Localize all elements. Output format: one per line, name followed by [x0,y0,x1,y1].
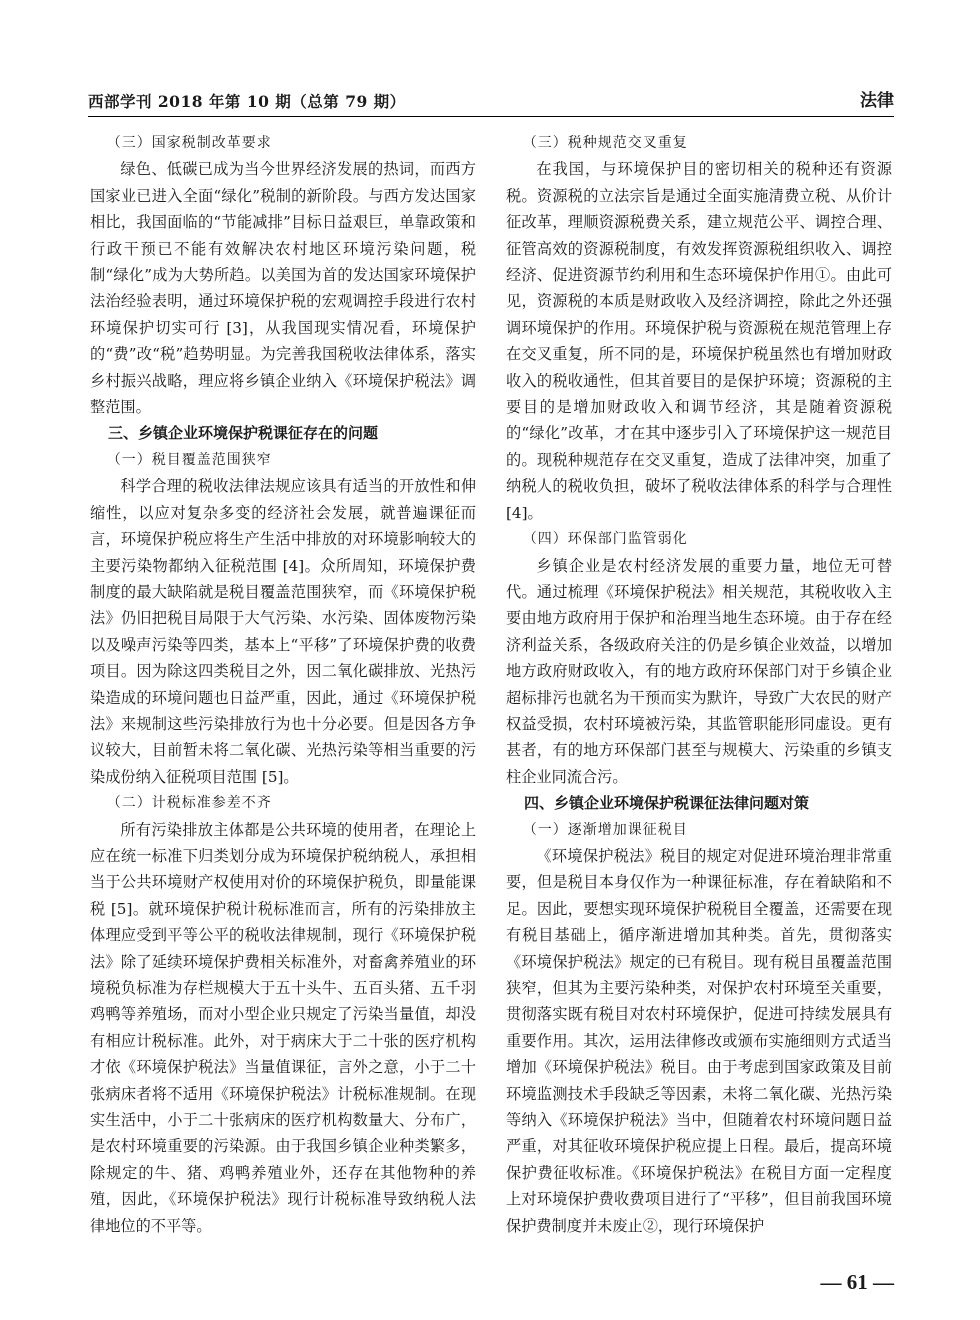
subsection-heading: （一）税目覆盖范围狭窄 [106,451,272,468]
paragraph: 乡镇企业是农村经济发展的重要力量，地位无可替代。通过梳理《环境保护税法》相关规范，其税收收入主要由地方政府用于保护和治理当地生态环境。由于存在经济利益关系，各级政府关注的仍是乡镇企业效益，以增加地方政府财政收入，有的地方政府环保部门对于乡镇企业超标排污也就名为干预而实为默许，导致广大农民的财产权益受损，农村环境被污染，其监管职能形同虚设。更有甚者，有的地方环保部门甚至与规模大、污染重的乡镇支柱企业同流合污。 [506,556,892,786]
paragraph: 绿色、低碳已成为当今世界经济发展的热词，而西方国家业已进入全面“绿化”税制的新阶段。与西方发达国家相比，我国面临的“节能减排”目标日益艰巨，单靠政策和行政干预已不能有效解决农村地区环境污染问题，税制“绿化”成为大势所趋。以美国为首的发达国家环境保护法治经验表明，通过环境保护税的宏观调控手段进行农村环境保护切实可行 [3]，从我国现实情况看，环境保护的“费”改“税”趋势明显。为完善我国税收法律体系，落实乡村振兴战略，理应将乡镇企业纳入《环境保护税法》调整范围。 [90,160,476,417]
section-name: 法律 [860,91,894,111]
paragraph: 所有污染排放主体都是公共环境的使用者，在理论上应在统一标准下归类划分成为环境保护税纳税人，承担相当于公共环境财产权使用对价的环境保护税负，即量能课税 [5]。就环境保护税计税标准而言，所有的污染排放主体理应受到平等公平的税收法律规制，现行《环境保护税法》除了延续环境保护费相关标准外，对畜禽养殖业的环境税负标准为存栏规模大于五十头牛、五百头猪、五千羽鸡鸭等养殖场，而对小型企业只规定了污染当量值，却没有相应计税标准。此外，对于病床大于二十张的医疗机构才依《环境保护税法》当量值课征，言外之意，小于二十张病床者将不适用《环境保护税法》计税标准规制。在现实生活中，小于二十张病床的医疗机构数量大、分布广，是农村环境重要的污染源。由于我国乡镇企业种类繁多，除规定的牛、猪、鸡鸭养殖业外，还存在其他物种的养殖，因此，《环境保护税法》现行计税标准导致纳税人法律地位的不平等。 [90,820,476,1235]
header-rule [88,116,894,117]
running-header [88,82,894,114]
subsection-heading: （三）国家税制改革要求 [106,135,272,151]
paragraph: 《环境保护税法》税目的规定对促进环境治理非常重要，但是税目本身仅作为一种课征标准，存在着缺陷和不足。因此，要想实现环境保护税税目全覆盖，还需要在现有税目基础上，循序渐进增加其种类。首先，贯彻落实《环境保护税法》规定的已有税目。现有税目虽覆盖范围狭窄，但其为主要污染种类，对保护农村环境至关重要，贯彻落实既有税目对农村环境保护，促进可持续发展具有重要作用。其次，运用法律修改或颁布实施细则方式适当增加《环境保护税法》税目。由于考虑到国家政策及目前环境监测技术手段缺乏等因素，未将二氧化碳、光热污染等纳入《环境保护税法》当中，但随着农村环境问题日益严重，对其征收环境保护税应提上日程。最后，提高环境保护费征收标准。《环境保护税法》在税目方面一定程度上对环境保护费收费项目进行了“平移”，但目前我国环境保护费制度并未废止②，现行环境保护 [506,846,892,1235]
subsection-heading: （二）计税标准参差不齐 [106,795,272,812]
subsection-heading: （一）逐渐增加课征税目 [522,821,688,838]
right-column [506,130,892,1252]
page-number: — 61 — [820,1270,894,1294]
paragraph: 在我国，与环境保护目的密切相关的税种还有资源税。资源税的立法宗旨是通过全面实施清费立税、从价计征改革，理顺资源税费关系，建立规范公平、调控合理、征管高效的资源税制度，有效发挥资源税组织收入、调控经济、促进资源节约利用和生态环境保护作用①。由此可见，资源税的本质是财政收入及经济调控，除此之外还强调环境保护的作用。环境保护税与资源税在规范管理上存在交叉重复，所不同的是，环境保护税虽然也有增加财政收入的税收通性，但其首要目的是保护环境；资源税的主要目的是增加财政收入和调节经济，其是随着资源税的“绿化”改革，才在其中逐步引入了环境保护这一规范目的。现税种规范存在交叉重复，造成了法律冲突，加重了纳税人的税收负担，破坏了税收法律体系的科学与合理性 [4]。 [506,160,892,522]
journal-title: 西部学刊 2018 年第 10 期（总第 79 期） [88,92,406,111]
section-heading: 三、乡镇企业环境保护税课征存在的问题 [108,424,379,443]
paragraph: 科学合理的税收法律法规应该具有适当的开放性和伸缩性，以应对复杂多变的经济社会发展，就普遍课征而言，环境保护税应将生产生活中排放的对环境影响较大的主要污染物都纳入征税范围 [4]。众所周知，环境保护费制度的最大缺陷就是税目覆盖范围狭窄，而《环境保护税法》仍旧把税目局限于大气污染、水污染、固体废物污染以及噪声污染等四类，基本上“平移”了环境保护费的收费项目。因为除这四类税目之外，因二氧化碳排放、光热污染造成的环境问题也日益严重，因此，通过《环境保护税法》来规制这些污染排放行为也十分必要。但是因各方争议较大，目前暂未将二氧化碳、光热污染等相当重要的污染成份纳入征税项目范围 [5]。 [90,477,476,786]
section-heading: 四、乡镇企业环境保护税课征法律问题对策 [524,794,810,813]
subsection-heading: （三）税种规范交叉重复 [522,135,688,151]
left-column [90,130,476,1252]
subsection-heading: （四）环保部门监管弱化 [522,531,688,548]
